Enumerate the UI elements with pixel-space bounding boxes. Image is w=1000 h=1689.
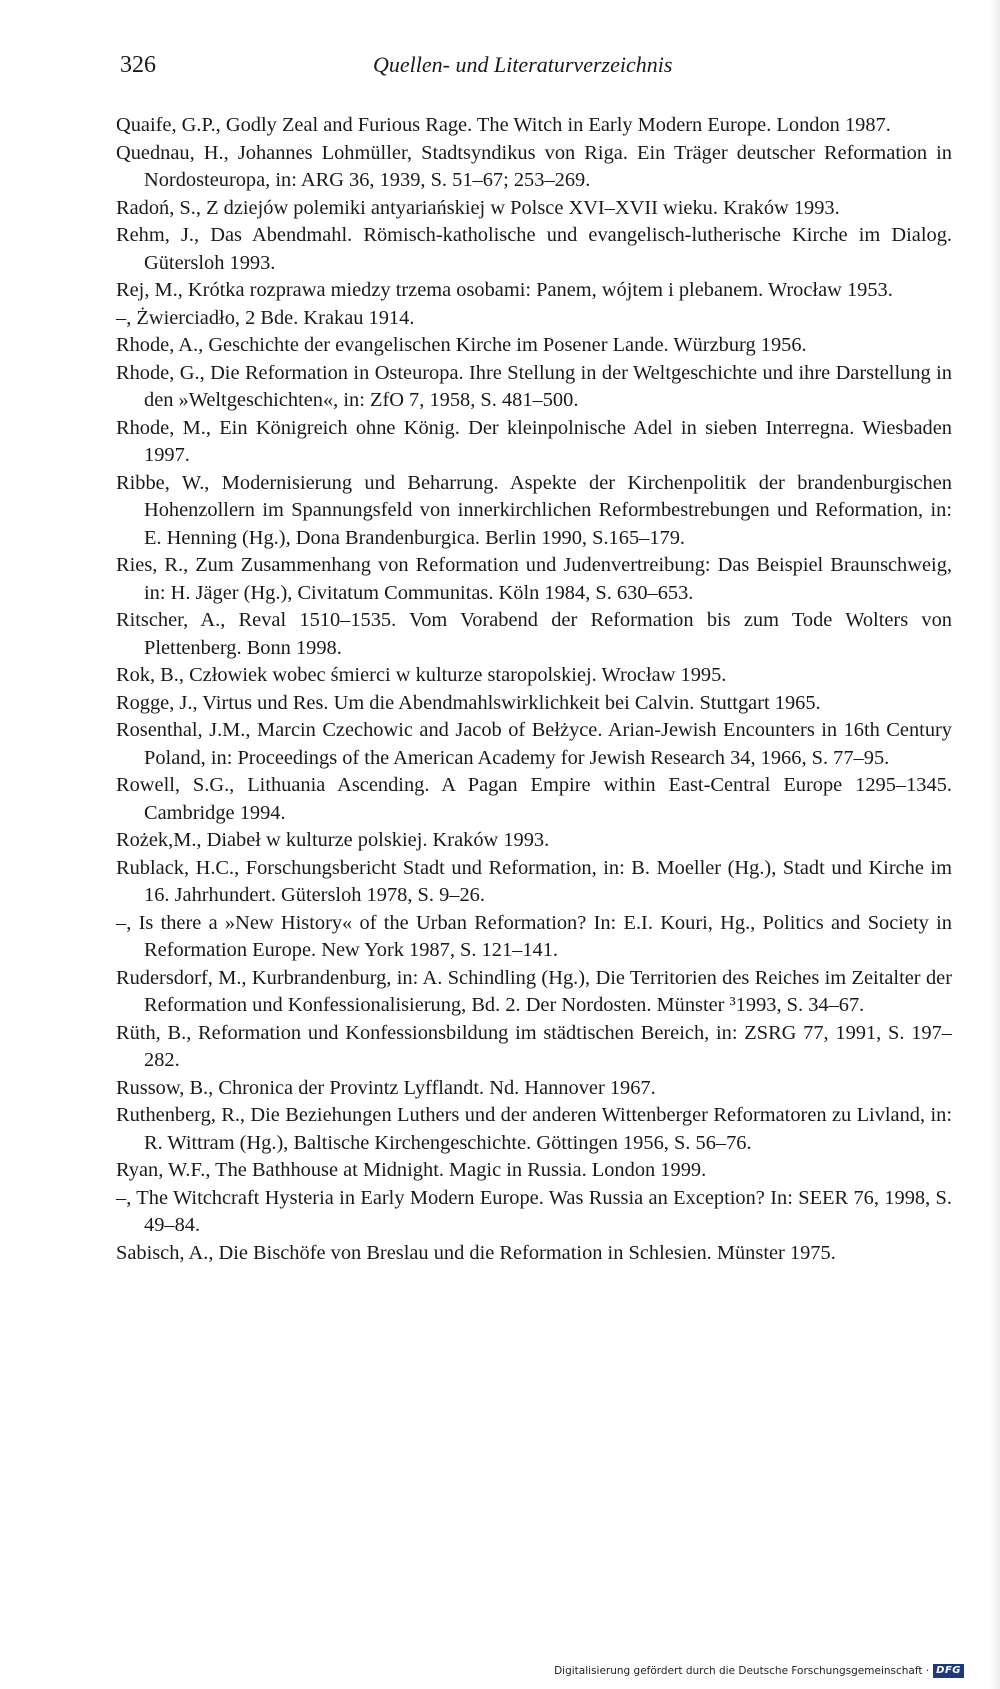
bibliography-entry: Russow, B., Chronica der Provintz Lyfflandt. Nd. Hannover 1967. bbox=[116, 1076, 656, 1099]
bibliography-entry: Rożek,M., Diabeł w kulturze polskiej. Kraków 1993. bbox=[116, 829, 550, 851]
dfg-logo-icon: DFG bbox=[933, 1664, 964, 1678]
bibliography-entry: Ryan, W.F., The Bathhouse at Midnight. Magic in Russia. London 1999. bbox=[116, 1159, 707, 1181]
bibliography-entry: Rhode, M., Ein Königreich ohne König. Der kleinpolnische Adel in sieben Interregna. Wiesbaden 1997. bbox=[116, 416, 952, 466]
page-number: 326 bbox=[120, 52, 156, 78]
bibliography-entry: Ruthenberg, R., Die Beziehungen Luthers und der anderen Wittenberger Reformatoren zu Livland, in: R. Wittram (Hg.), Baltische Kirchengeschichte. Göttingen 1956, S. 56–76. bbox=[116, 1104, 952, 1154]
footer-text: Digitalisierung gefördert durch die Deutsche Forschungsgemeinschaft · bbox=[554, 1665, 930, 1677]
bibliography-entry: Rhode, G., Die Reformation in Osteuropa. Ihre Stellung in der Weltgeschichte und ihre Darstellung in den »Weltgeschichten«, in: ZfO 7, 1958, S. 481–500. bbox=[116, 361, 952, 411]
bibliography-entry: Rudersdorf, M., Kurbrandenburg, in: A. Schindling (Hg.), Die Territorien des Reiches im Zeitalter der Reformation und Konfessionalisierung, Bd. 2. Der Nordosten. Münster ³1993, S. 34–67. bbox=[116, 966, 952, 1016]
running-head bbox=[120, 46, 692, 84]
bibliography-entry: Radoń, S., Z dziejów polemiki antyariańskiej w Polsce XVI–XVII wieku. Kraków 1993. bbox=[116, 196, 840, 219]
bibliography-entry: –, Is there a »New History« of the Urban Reformation? In: E.I. Kouri, Hg., Politics and Society in Reformation Europe. New York 1987, S. 121–141. bbox=[116, 911, 952, 961]
bibliography-entry: Rosenthal, J.M., Marcin Czechowic and Jacob of Bełżyce. Arian-Jewish Encounters in 16th Century Poland, in: Proceedings of the American Academy for Jewish Research 34, 1966, S. 77–95. bbox=[116, 719, 952, 769]
running-title: Quellen- und Literaturverzeichnis bbox=[373, 52, 673, 77]
bibliography-entry: –, The Witchcraft Hysteria in Early Modern Europe. Was Russia an Exception? In: SEER 76, 1998, S. 49–84. bbox=[116, 1186, 952, 1236]
bibliography-entry: Quaife, G.P., Godly Zeal and Furious Rage. The Witch in Early Modern Europe. London 1987. bbox=[116, 114, 891, 136]
bibliography-entry: Rej, M., Krótka rozprawa miedzy trzema osobami: Panem, wójtem i plebanem. Wrocław 1953. bbox=[116, 279, 893, 301]
page-edge-shadow bbox=[990, 0, 1000, 1689]
bibliography-entry: Ribbe, W., Modernisierung und Beharrung. Aspekte der Kirchenpolitik der brandenburgischen Hohenzollern im Spannungsfeld von innerkirchlichen Reformbestrebungen und Reformation, in: E. Henning (Hg.), Dona Brandenburgica. Berlin 1990, S.165–179. bbox=[116, 471, 952, 549]
bibliography-entry: Rüth, B., Reformation und Konfessionsbildung im städtischen Bereich, in: ZSRG 77, 1991, S. 197–282. bbox=[116, 1021, 952, 1071]
digitization-footer bbox=[554, 1662, 964, 1680]
bibliography-entry: Quednau, H., Johannes Lohmüller, Stadtsyndikus von Riga. Ein Träger deutscher Reformation in Nordosteuropa, in: ARG 36, 1939, S. 51–67; 253–269. bbox=[116, 141, 952, 191]
bibliography-entry: Rhode, A., Geschichte der evangelischen Kirche im Posener Lande. Würzburg 1956. bbox=[116, 334, 807, 356]
bibliography-entry: Rowell, S.G., Lithuania Ascending. A Pagan Empire within East-Central Europe 1295–1345. Cambridge 1994. bbox=[116, 774, 952, 824]
bibliography-entry: Ries, R., Zum Zusammenhang von Reformation und Judenvertreibung: Das Beispiel Braunschweig, in: H. Jäger (Hg.), Civitatum Communitas. Köln 1984, S. 630–653. bbox=[116, 554, 952, 604]
bibliography-entry: Ritscher, A., Reval 1510–1535. Vom Vorabend der Reformation bis zum Tode Wolters von Plettenberg. Bonn 1998. bbox=[116, 609, 952, 659]
bibliography-entry: Rok, B., Człowiek wobec śmierci w kulturze staropolskiej. Wrocław 1995. bbox=[116, 664, 727, 686]
bibliography-list bbox=[116, 112, 952, 1267]
bibliography-entry: –, Żwierciadło, 2 Bde. Krakau 1914. bbox=[116, 306, 415, 329]
bibliography-entry: Rublack, H.C., Forschungsbericht Stadt und Reformation, in: B. Moeller (Hg.), Stadt und Kirche im 16. Jahrhundert. Gütersloh 1978, S. 9–26. bbox=[116, 856, 952, 906]
bibliography-entry: Rehm, J., Das Abendmahl. Römisch-katholische und evangelisch-lutherische Kirche im Dialog. Gütersloh 1993. bbox=[116, 224, 952, 274]
bibliography-entry: Sabisch, A., Die Bischöfe von Breslau und die Reformation in Schlesien. Münster 1975. bbox=[116, 1241, 836, 1264]
bibliography-entry: Rogge, J., Virtus und Res. Um die Abendmahlswirklichkeit bei Calvin. Stuttgart 1965. bbox=[116, 691, 821, 714]
